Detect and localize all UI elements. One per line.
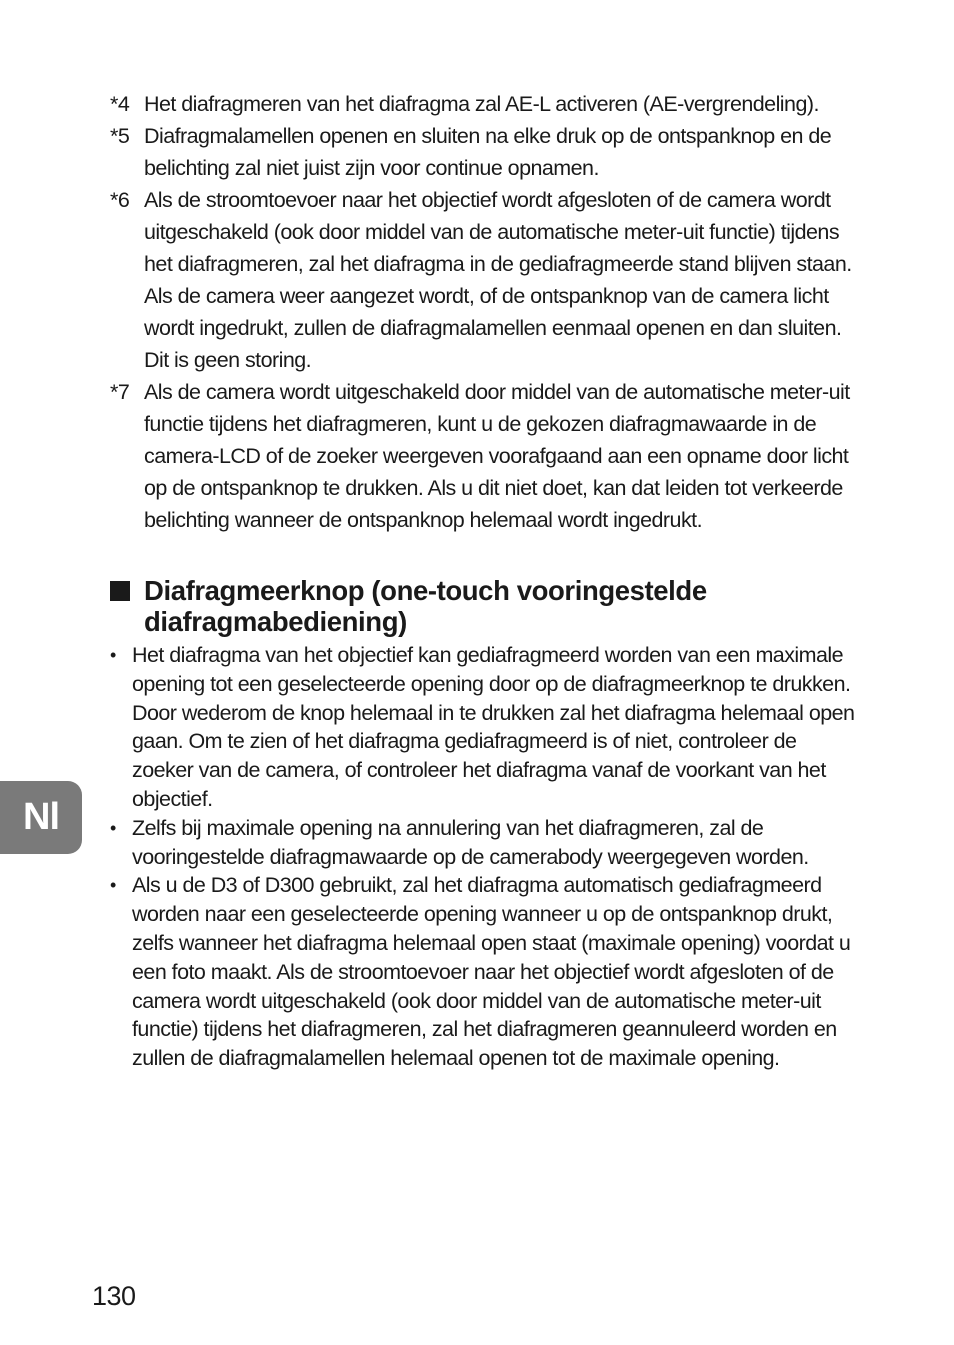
footnote-item	[110, 376, 855, 536]
footnote-item	[110, 88, 855, 120]
footnote-marker: *6	[110, 188, 130, 212]
bullet-item	[110, 814, 855, 872]
bullet-list	[110, 641, 855, 1073]
bullet-text: Het diafragma van het objectief kan gediafragmeerd worden van een maximale opening tot een geselecteerde opening door op de diafragmeerknop te drukken. Door wederom de knop helemaal in te drukken zal het diafragma helemaal open gaan. Om te zien of het diafragma gediafragmeerd is of niet, controleer de zoeker van de camera, of controleer het diafragma vanaf de voorkant van het objectief.	[132, 643, 855, 811]
footnote-text: Als de stroomtoevoer naar het objectief wordt afgesloten of de camera wordt uitgeschakeld (ook door middel van de automatische meter-uit functie) tijdens het diafragmeren, zal het diafragma in de gediafragmeerde stand blijven staan. Als de camera weer aangezet wordt, of de ontspanknop van de camera licht wordt ingedrukt, zullen de diafragmalamellen eenmaal openen en dan sluiten. Dit is geen storing.	[144, 188, 852, 372]
language-tab: Nl	[0, 781, 82, 854]
footnote-item	[110, 120, 855, 184]
bullet-icon: •	[110, 817, 116, 838]
bullet-text: Zelfs bij maximale opening na annulering van het diafragmeren, zal de vooringestelde diafragmawaarde op de camerabody weergegeven worden.	[132, 815, 809, 869]
black-square-icon	[110, 581, 130, 601]
footnote-marker: *4	[110, 92, 130, 116]
footnote-text: Als de camera wordt uitgeschakeld door middel van de automatische meter-uit functie tijdens het diafragmeren, kunt u de gekozen diafragmawaarde in de camera-LCD of de zoeker weergeven voorafgaand aan een opname door licht op de ontspanknop te drukken. Als u dit niet doet, kan dat leiden tot verkeerde belichting wanneer de ontspanknop helemaal wordt ingedrukt.	[144, 380, 850, 532]
section-heading	[110, 575, 855, 637]
footnote-marker: *5	[110, 124, 130, 148]
bullet-item	[110, 641, 855, 814]
bullet-text: Als u de D3 of D300 gebruikt, zal het diafragma automatisch gediafragmeerd worden naar een geselecteerde opening wanneer u op de ontspanknop drukt, zelfs wanneer het diafragma helemaal open staat (maximale opening) voordat u een foto maakt. Als de stroomtoevoer naar het objectief wordt afgesloten of de camera wordt uitgeschakeld (ook door middel van de automatische meter-uit functie) tijdens het diafragmeren, zal het diafragmeren geannuleerd worden en zullen de diafragmalamellen helemaal openen tot de maximale opening.	[132, 873, 851, 1071]
page-number: 130	[92, 1281, 136, 1311]
footnote-text: Diafragmalamellen openen en sluiten na elke druk op de ontspanknop en de belichting zal niet juist zijn voor continue opnamen.	[144, 124, 832, 180]
bullet-item	[110, 871, 855, 1073]
footnote-list	[110, 88, 855, 536]
section-title: Diafragmeerknop (one-touch vooringestelde diafragmabediening)	[144, 575, 707, 637]
bullet-icon: •	[110, 645, 116, 665]
footnote-marker: *7	[110, 380, 130, 404]
bullet-icon: •	[110, 875, 116, 896]
footnote-item	[110, 184, 855, 376]
footnote-text: Het diafragmeren van het diafragma zal AE-L activeren (AE-vergrendeling).	[144, 92, 819, 116]
